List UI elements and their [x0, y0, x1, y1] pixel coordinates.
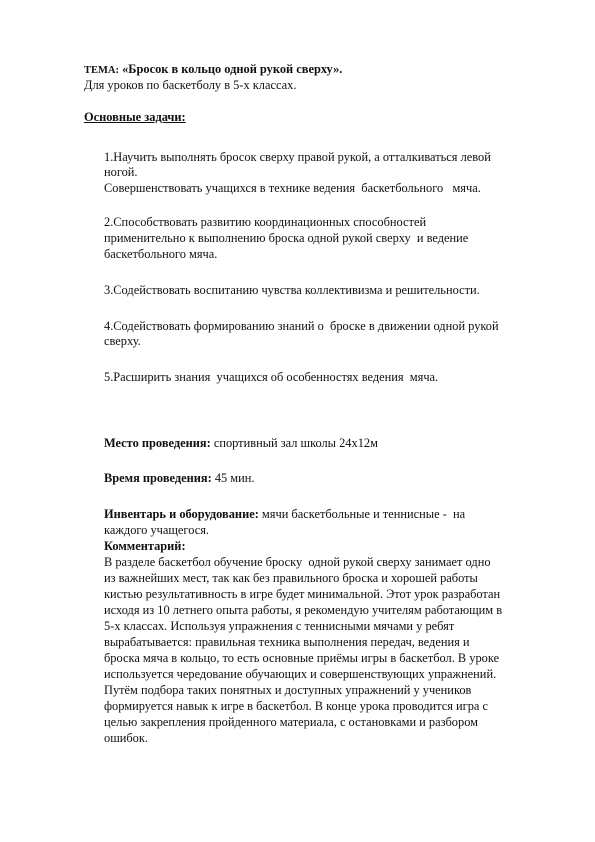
equipment-label: Инвентарь и оборудование: [104, 507, 259, 521]
time-value: 45 мин. [211, 471, 255, 485]
comment-line: целью закрепления пройденного материала, с остановками и разбором [104, 715, 478, 729]
comment-line: броска мяча в кольцо, то есть основные приёмы игры в баскетбол. В уроке [104, 651, 500, 665]
comment-line: исходя из 10 летнего опыта работы, я рекомендую учителям работающим в [104, 603, 503, 617]
task-4-line-1: 4.Содействовать формированию знаний о броске в движении одной рукой [104, 319, 499, 333]
task-1-line-1: 1.Научить выполнять бросок сверху правой рукой, а отталкиваться левой [104, 150, 491, 164]
comment-line: В разделе баскетбол обучение броску одной рукой сверху занимает одно [104, 555, 491, 569]
task-5-line-1: 5.Расширить знания учащихся об особенностях ведения мяча. [104, 370, 439, 384]
subtitle: Для уроков по баскетболу в 5-х классах. [84, 78, 297, 92]
topic-title: «Бросок в кольцо одной рукой сверху». [122, 62, 343, 76]
equipment-line-2: каждого учащегося. [104, 523, 209, 537]
topic-line [84, 62, 342, 78]
time-line [104, 471, 255, 486]
task-3-line-1: 3.Содействовать воспитанию чувства коллективизма и решительности. [104, 283, 480, 297]
task-1-line-2: ногой. [104, 165, 138, 179]
comment-line: Путём подбора таких понятных и доступных упражнений у учеников [104, 683, 472, 697]
equipment-line [104, 507, 465, 522]
task-2-line-1: 2.Способствовать развитию координационных способностей [104, 215, 427, 229]
comment-line: кистью результативность в игре будет минимальной. Этот урок разработан [104, 587, 501, 601]
place-line [104, 436, 378, 451]
place-value: спортивный зал школы 24х12м [210, 436, 378, 450]
task-4-line-2: сверху. [104, 334, 141, 348]
comment-line: 5-х классах. Используя упражнения с теннисными мячами у ребят [104, 619, 455, 633]
time-label: Время проведения: [104, 471, 212, 485]
comment-line: вырабатывается: правильная техника выполнения передач, ведения и [104, 635, 470, 649]
place-label: Место проведения: [104, 436, 211, 450]
tasks-heading: Основные задачи: [84, 110, 186, 124]
topic-label: ТЕМА: [84, 65, 119, 76]
task-2-line-3: баскетбольного мяча. [104, 247, 218, 261]
comment-line: формируется навык к игре в баскетбол. В конце урока проводится игра с [104, 699, 489, 713]
comment-label: Комментарий: [104, 539, 186, 553]
task-2-line-2: применительно к выполнению броска одной рукой сверху и ведение [104, 231, 469, 245]
task-1-line-3: Совершенствовать учащихся в технике ведения баскетбольного мяча. [104, 181, 481, 195]
comment-line: ошибок. [104, 731, 148, 745]
comment-line: используется чередование обучающих и совершенствующих упражнений. [104, 667, 497, 681]
equipment-value: мячи баскетбольные и теннисные - на [258, 507, 466, 521]
comment-line: из важнейших мест, так как без правильного броска и хорошей работы [104, 571, 478, 585]
